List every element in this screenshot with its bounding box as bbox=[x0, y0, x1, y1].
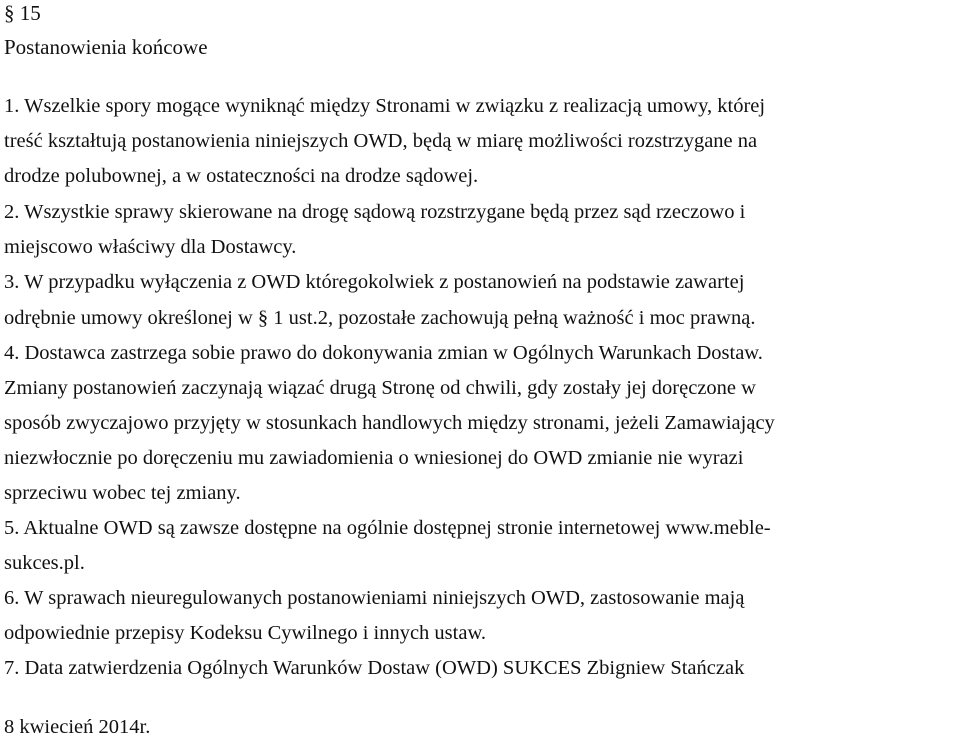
paragraph-line: odpowiednie przepisy Kodeksu Cywilnego i innych ustaw. bbox=[4, 622, 487, 644]
document-date: 8 kwiecień 2014r. bbox=[4, 716, 151, 738]
paragraph-line: 3. W przypadku wyłączenia z OWD któregokolwiek z postanowień na podstawie zawartej bbox=[4, 271, 745, 293]
paragraph-line: sposób zwyczajowo przyjęty w stosunkach handlowych między stronami, jeżeli Zamawiający bbox=[4, 412, 775, 434]
paragraph-line: 6. W sprawach nieuregulowanych postanowieniami niniejszych OWD, zastosowanie mają bbox=[4, 587, 745, 609]
paragraph-line: miejscowo właściwy dla Dostawcy. bbox=[4, 236, 297, 258]
paragraph-line: 2. Wszystkie sprawy skierowane na drogę sądową rozstrzygane będą przez sąd rzeczowo i bbox=[4, 201, 746, 223]
section-number: § 15 bbox=[4, 1, 41, 25]
paragraph-line: 5. Aktualne OWD są zawsze dostępne na ogólnie dostępnej stronie internetowej www.meble- bbox=[4, 517, 771, 539]
paragraph-line: treść kształtują postanowienia niniejszych OWD, będą w miarę możliwości rozstrzygane na bbox=[4, 130, 758, 152]
paragraph-line: sukces.pl. bbox=[4, 552, 85, 574]
paragraph-line: drodze polubownej, a w ostateczności na drodze sądowej. bbox=[4, 165, 479, 187]
section-title: Postanowienia końcowe bbox=[4, 35, 208, 59]
paragraph-line: sprzeciwu wobec tej zmiany. bbox=[4, 482, 241, 504]
paragraph-line: odrębnie umowy określonej w § 1 ust.2, pozostałe zachowują pełną ważność i moc prawną. bbox=[4, 307, 756, 329]
paragraph-line: 4. Dostawca zastrzega sobie prawo do dokonywania zmian w Ogólnych Warunkach Dostaw. bbox=[4, 342, 763, 364]
paragraph-line: niezwłocznie po doręczeniu mu zawiadomienia o wniesionej do OWD zmianie nie wyrazi bbox=[4, 447, 744, 469]
paragraph-line: Zmiany postanowień zaczynają wiązać drugą Stronę od chwili, gdy zostały jej doręczone w bbox=[4, 377, 756, 399]
paragraph-line: 1. Wszelkie spory mogące wyniknąć między Stronami w związku z realizacją umowy, której bbox=[4, 95, 766, 117]
paragraph-line: 7. Data zatwierdzenia Ogólnych Warunków Dostaw (OWD) SUKCES Zbigniew Stańczak bbox=[4, 657, 745, 679]
